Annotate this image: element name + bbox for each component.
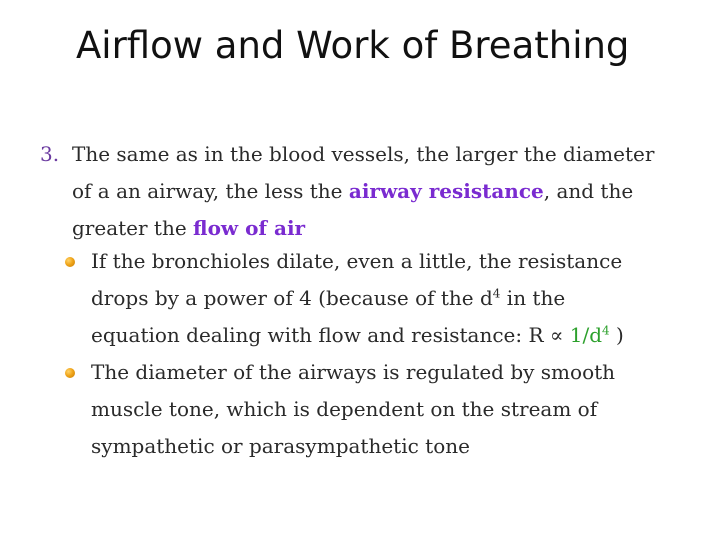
slide-title: Airflow and Work of Breathing [76,24,630,67]
bullet-line-3-before: equation dealing with flow and resistance: R ∝ [91,323,570,347]
paragraph-line-2 [72,173,654,210]
bullet-line-2-after: in the [500,286,566,310]
bullet-line-3: sympathetic or parasympathetic tone [91,434,470,458]
flow-of-air-highlight: flow of air [193,216,306,240]
bullet-item-muscle-tone [64,354,684,465]
paragraph-line-1: The same as in the blood vessels, the larger the diameter [72,142,655,166]
airway-resistance-highlight: airway resistance [348,179,544,203]
formula-highlight: 1/d [569,323,603,347]
numbered-item-text [72,136,654,247]
paragraph-line-2-before: of a an airway, the less the [72,179,349,203]
bullet-text [91,243,711,354]
formula-superscript: 4 [602,323,610,338]
bullet-icon [65,368,75,378]
bullet-line-3 [91,317,711,354]
power-superscript: 4 [492,286,501,301]
bullet-icon [65,257,75,267]
bullet-line-2: muscle tone, which is dependent on the stream of [91,397,598,421]
bullet-line-2 [91,280,711,317]
bullet-line-1: If the bronchioles dilate, even a little, the resistance [91,249,623,273]
bullet-text [91,354,711,465]
bullet-line-2-before: drops by a power of 4 (because of the d [91,286,493,310]
bullet-list [64,243,684,465]
bullet-line-3-after: ) [609,323,624,347]
bullet-line-1: The diameter of the airways is regulated by smooth [91,360,616,384]
paragraph-line-3 [72,210,654,247]
paragraph-line-2-after: , and the [543,179,634,203]
item-number: 3. [40,142,60,166]
bullet-item-resistance [64,243,684,354]
paragraph-line-3-before: greater the [72,216,194,240]
